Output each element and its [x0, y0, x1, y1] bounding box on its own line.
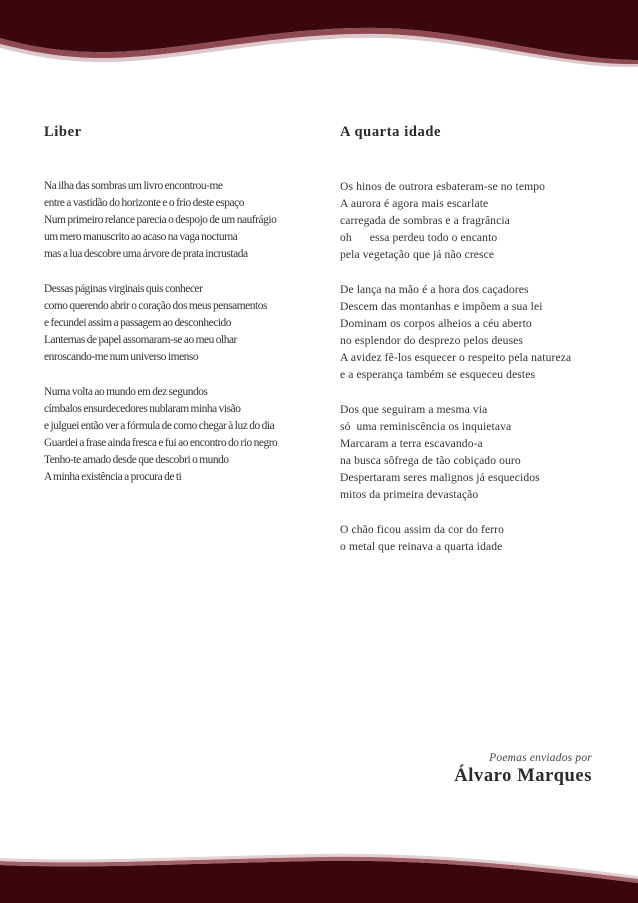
stanza [340, 521, 610, 555]
author-name: Álvaro Marques [454, 766, 592, 786]
poem-title: A quarta idade [340, 124, 442, 140]
poem-line: Lanternas de papel assomaram-se ao meu olhar [44, 334, 237, 346]
poem-line: címbalos ensurdecedores nublaram minha visão [44, 403, 241, 415]
stanza [340, 281, 610, 383]
poem-line: Os hinos de outrora esbateram-se no tempo [340, 180, 546, 193]
stanza [44, 178, 329, 263]
poem-line: Descem das montanhas e impõem a sua lei [340, 300, 543, 313]
poem-line: e fecundei assim a passagem ao desconhecido [44, 317, 232, 329]
poem-line: A aurora é agora mais escarlate [340, 197, 489, 210]
poem-line: mitos da primeira devastação [340, 488, 479, 501]
poem-line: pela vegetação que já não cresce [340, 248, 495, 261]
poem-line: Numa volta ao mundo em dez segundos [44, 386, 208, 398]
poem-line: Dessas páginas virginais quis conhecer [44, 283, 203, 295]
poem-line: e julguei então ver a fórmula de como chegar à luz do dia [44, 420, 275, 432]
poem-line: A minha existência a procura de ti [44, 471, 182, 483]
poem-line: Marcaram a terra escavando-a [340, 437, 483, 450]
poem-line: o metal que reinava a quarta idade [340, 540, 503, 553]
stanza [340, 178, 610, 263]
poem-line: A avidez fê-los esquecer o respeito pela natureza [340, 351, 572, 364]
poem-title: Liber [44, 124, 82, 140]
poem-line: Guardei a frase ainda fresca e fui ao encontro do rio negro [44, 437, 278, 449]
poem-line: Dos que seguiram a mesma via [340, 403, 488, 416]
stanza [44, 281, 329, 366]
poem-line: O chão ficou assim da cor do ferro [340, 523, 505, 536]
poem-line: mas a lua descobre uma árvore de prata incrustada [44, 248, 248, 260]
poem-line: enroscando-me num universo imenso [44, 351, 199, 363]
poem-line: no esplendor do desprezo pelos deuses [340, 334, 524, 347]
poem-line: Na ilha das sombras um livro encontrou-me [44, 180, 223, 192]
stanza [44, 384, 329, 486]
poem-line: entre a vastidão do horizonte e o frio deste espaço [44, 197, 244, 209]
poem-line: um mero manuscrito ao acaso na vaga nocturna [44, 231, 238, 243]
top-wave-decoration [0, 0, 638, 70]
poem-line: como querendo abrir o coração dos meus pensamentos [44, 300, 267, 312]
poem-line: oh essa perdeu todo o encanto [340, 231, 498, 244]
author-credit [454, 752, 592, 787]
stanza [340, 401, 610, 503]
poem-stanzas [340, 178, 610, 573]
poem-line: só uma reminiscência os inquietava [340, 420, 512, 433]
poem-stanzas [44, 178, 329, 504]
poem-line: Tenho-te amado desde que descobri o mundo [44, 454, 229, 466]
poem-line: Despertaram seres malignos já esquecidos [340, 471, 540, 484]
poem-line: Num primeiro relance parecia o despojo de um naufrágio [44, 214, 277, 226]
bottom-wave-decoration [0, 843, 638, 903]
poem-line: carregada de sombras e a fragrância [340, 214, 510, 227]
poem-line: Dominam os corpos alheios a céu aberto [340, 317, 532, 330]
credit-label: Poemas enviados por [489, 752, 592, 764]
poem-line: na busca sôfrega de tão cobiçado ouro [340, 454, 521, 467]
poem-line: e a esperança também se esqueceu destes [340, 368, 536, 381]
poem-line: De lança na mão é a hora dos caçadores [340, 283, 529, 296]
